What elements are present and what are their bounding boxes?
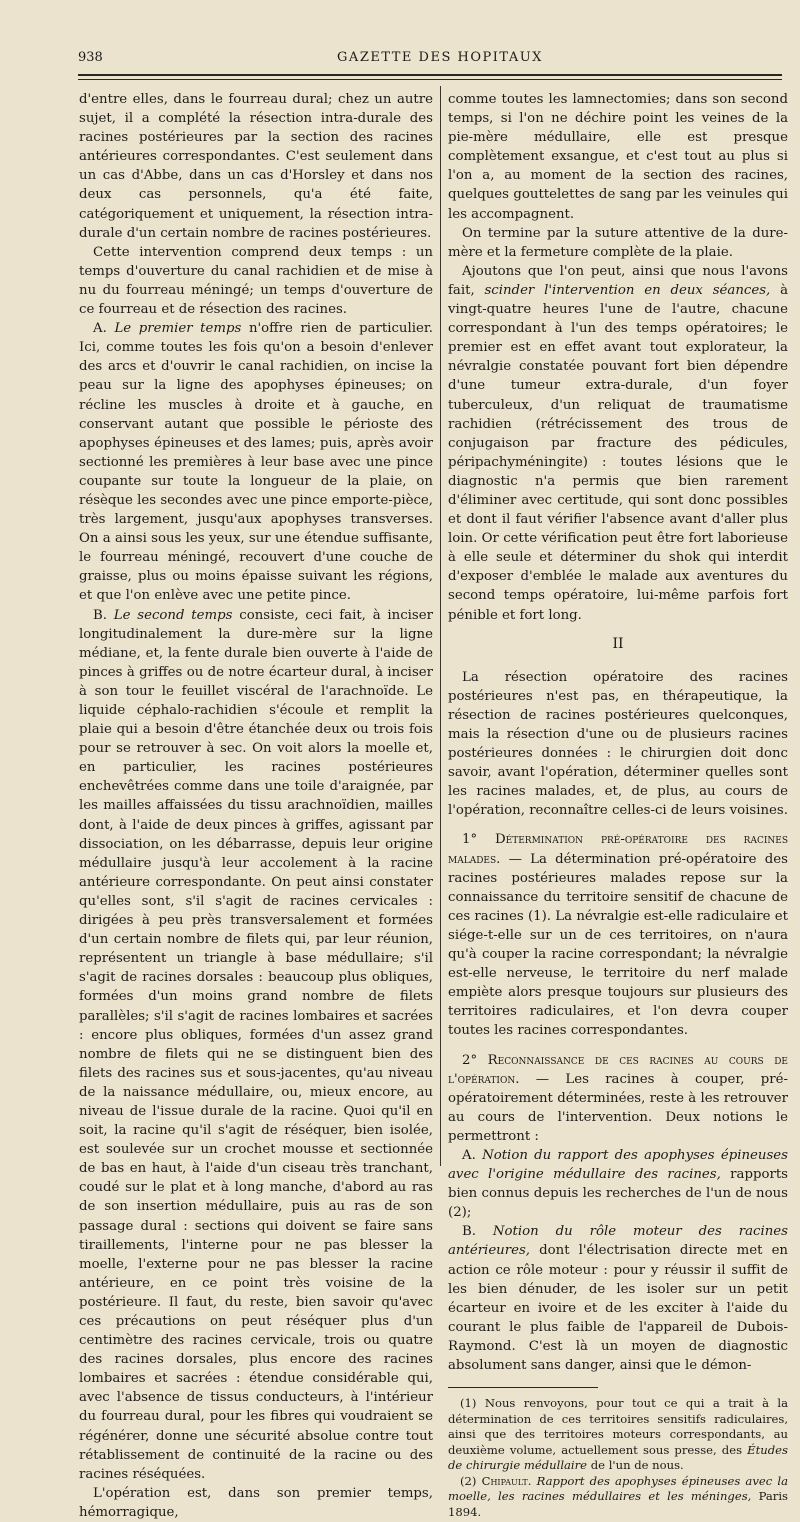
page-header: [78, 46, 782, 70]
item-letter: A.: [462, 1147, 476, 1163]
emphasis: Le second temps: [113, 607, 233, 623]
paragraph-text: à vingt-quatre heures l'une de l'autre, chacune correspondant à l'un des temps opératoires; le premier est en effet avant tout explorateur, la névralgie constatée pouvant fort bien dépendre d'une tumeur extra-durale, d'un foyer tuberculeux, d'un reliquat de traumatisme rachidien (rétrécissement des trous de conjugaison par fracture des pédicules, péripachyméningite) : toutes lésions que le diagnostic n'a permis que bien rarement d'éliminer avec certitude, qui sont donc possibles et dont il faut vérifier l'absence avant d'aller plus loin. Or cette vérification peut être fort laborieuse à elle seule et déterminer du shok qui interdit d'exposer d'emblée le malade aux aventures du second temps opératoire, lui-même parfois fort pénible et fort long.: [448, 282, 789, 623]
paragraph: [448, 1146, 788, 1222]
section-heading: 1° Détermination pré-opératoire des racines malades. —: [448, 832, 788, 867]
paragraph: La résection opératoire des racines postérieures n'est pas, en thérapeutique, la résection de racines postérieures quelconques, mais la résection d'une ou de plusieurs racines postérieures données : le chirurgien doit donc savoir, avant l'opération, déterminer quelles sont les racines malades, et, de plus, au cours de l'opération, reconnaître celles-ci de leurs voisines.: [448, 669, 788, 819]
footnote: [448, 1474, 788, 1521]
item-letter: B.: [462, 1224, 476, 1240]
spacer: [448, 1041, 788, 1051]
emphasis: Rapport des apophyses épineuses avec la moelle, les racines médullaires et les méninges,: [448, 1473, 789, 1504]
paragraph: d'entre elles, dans le fourreau dural; chez un autre sujet, il a complété la résection intra-durale des racines postérieures par la section des racines antérieures correspondantes. C'est seulement dans un cas d'Abbe, dans un cas d'Horsley et dans nos deux cas personnels, qu'a été faite, catégoriquement et uniquement, la résection intra-durale d'un certain nombre de racines postérieures.: [79, 92, 433, 241]
header-rule-thick: [78, 74, 782, 76]
right-column: [448, 90, 788, 1520]
header-rule-thin: [78, 79, 782, 80]
footnote-text: (1) Nous renvoyons, pour tout ce qui a trait à la détermination de ces territoires sensitifs radiculaires, ainsi que des territoires moteurs correspondants, au deuxième volume, actuellement sous presse, des: [448, 1396, 788, 1457]
page-number: 938: [78, 50, 103, 65]
paragraph: On termine par la suture attentive de la dure-mère et la fermeture complète de la plaie.: [448, 225, 788, 260]
emphasis: scinder l'intervention en deux séances,: [484, 282, 771, 298]
paragraph: [448, 1222, 788, 1375]
paragraph-text: n'offre rien de particulier. Ici, comme toutes les fois qu'on a besoin d'enlever des arcs et d'ouvrir le canal rachidien, on incise la peau sur la ligne des apophyses épineuses; on récline les muscles à droite et à gauche, en conservant autant que possible le périoste des apophyses épineuses et des lames; puis, après avoir sectionné les premières à leur base avec une pince coupante sur toute la longueur de la plaie, on résèque les secondes avec une pince emporte-pièce, très largement, jusqu'aux apophyses transverses. On a ainsi sous les yeux, sur une étendue suffisante, le fourreau méningé, recouvert d'une couche de graisse, plus ou moins épaisse suivant les régions, et que l'on enlève avec une petite pince.: [79, 321, 433, 604]
footnote-author: (2) Chipault.: [460, 1473, 532, 1488]
left-column: [79, 90, 433, 1522]
paragraph-text: Ajoutons que l'on peut, ainsi que nous l'avons fait,: [448, 263, 788, 298]
paragraph-text: La détermination pré-opératoire des racines postérieures malades repose sur la connaissance du territoire sensitif de chacune de ces racines (1). La névralgie est-elle radiculaire et siége-t-elle sur un de ces territoires, on n'aura qu'à couper la racine correspondant; la névralgie est-elle nerveuse, le territoire du nerf malade empiète alors presque toujours sur plusieurs des territoires radiculaires, et l'on devra couper toutes les racines correspondantes.: [448, 851, 788, 1039]
emphasis: Le premier temps: [114, 321, 242, 337]
section-heading: 2° Reconnaissance de ces racines au cours de l'opération.: [448, 1052, 788, 1087]
paragraph-text: — Les racines à couper, pré-opératoirement déterminées, reste à les retrouver au cours de l'intervention. Deux notions le permettront :: [448, 1071, 789, 1144]
emphasis: Notion du rapport des apophyses épineuses avec l'origine médullaire des racines,: [448, 1147, 788, 1183]
paragraph: [448, 830, 788, 1040]
paragraph-text: dont l'électrisation directe met en action ce rôle moteur : pour y réussir il suffit de les bien dénuder, de les isoler sur un petit écarteur en ivoire et de les exciter à l'aide du courant le plus faible de l'appareil de Dubois-Raymond. C'est là un moyen de diagnostic absolument sans danger, ainsi que le démon-: [448, 1243, 788, 1373]
paragraph: comme toutes les lamnectomies; dans son second temps, si l'on ne déchire point les veines de la pie-mère médullaire, elle est presque complètement exsangue, et c'est tout au plus si l'on a, au moment de la section des racines, quelques gouttelettes de sang par les veinules qui les accompagnent.: [448, 92, 788, 222]
paragraph: [448, 262, 788, 625]
footnote-rule: [448, 1387, 598, 1388]
section-numeral: II: [612, 635, 624, 652]
journal-title: GAZETTE DES HOPITAUX: [337, 50, 543, 65]
paragraph-text: rapports bien connus depuis les recherches de l'un de nous (2);: [448, 1167, 788, 1221]
item-letter: A.: [93, 321, 107, 337]
paragraph: Cette intervention comprend deux temps : un temps d'ouverture du canal rachidien et de mise à nu du fourreau méningé; un temps d'ouverture de ce fourreau et de résection des racines.: [79, 244, 433, 318]
paragraph: L'opération est, dans son premier temps, hémorragique,: [79, 1485, 433, 1520]
spacer: [448, 820, 788, 830]
item-letter: B.: [93, 607, 107, 623]
emphasis: Études de chirurgie médullaire: [448, 1442, 788, 1473]
paragraph: [79, 606, 433, 1484]
footnote-text: Paris 1894.: [448, 1489, 789, 1519]
footnote-text: de l'un de nous.: [590, 1458, 684, 1473]
emphasis: Notion du rôle moteur des racines antérieures,: [448, 1224, 788, 1259]
paragraph: [448, 1051, 788, 1146]
footnote: [448, 1396, 788, 1474]
paragraph-text: consiste, ceci fait, à inciser longitudinalement la dure-mère sur la ligne médiane, et, la fente durale bien ouverte à l'aide de pinces à griffes ou de notre écarteur dural, à inciser à son tour le feuillet viscéral de l'arachnoïde. Le liquide céphalo-rachidien s'écoule et remplit la plaie qui a besoin d'être étanchée deux ou trois fois pour se retrouver à sec. On voit alors la moelle et, en particulier, les racines postérieures enchevêtrées comme dans une toile d'araignée, par les mailles affaissées du tissu arachnoïdien, mailles dont, à l'aide de deux pinces à griffes, agissant par dissociation, on les débarrasse, depuis leur origine médullaire jusqu'à leur accolement à la racine antérieure correspondante. On peut ainsi constater qu'elles sont, s'il s'agit de racines cervicales : dirigées à peu près transversalement et formées d'un certain nombre de filets qui, par leur réunion, représentent un triangle à base médullaire; s'il s'agit de racines dorsales : beaucoup plus obliques, formées d'un moins grand nombre de filets parallèles; s'il s'agit de racines lombaires et sacrées : encore plus obliques, formées d'un assez grand nombre de filets qui ne se distinguent bien des filets des racines sus et sous-jacentes, qu'au niveau de la naissance médullaire, ou, mieux encore, au niveau de l'issue durale de la racine. Quoi qu'il en soit, la racine qu'il s'agit de réséquer, bien isolée, est soulevée sur un crochet mousse et sectionnée de bas en haut, à l'aide d'un ciseau très tranchant, coudé sur le plat et à long manche, d'abord au ras de son insertion médullaire, puis au ras de son passage dural : sections qui doivent se faire sans tiraillements, l'interne pour ne pas blesser la moelle, l'externe pour ne pas blesser la racine antérieure, en ce point très voisine de la postérieure. Il faut, du reste, bien savoir qu'avec ces précautions on peut réséquer plus d'un centimètre des racines cervicale, trois ou quatre des racines dorsales, plus encore des racines lombaires et sacrées : étendue considérable qui, avec l'absence de tissus conducteurs, à l'intérieur du fourreau dural, pour les fibres qui voudraient se régénérer, donne une sécurité absolue contre tout rétablissement de continuité de la racine ou des racines réséquées.: [79, 607, 433, 1482]
column-divider: [440, 86, 441, 1166]
footnotes: [448, 1396, 788, 1520]
paragraph: [79, 319, 433, 605]
